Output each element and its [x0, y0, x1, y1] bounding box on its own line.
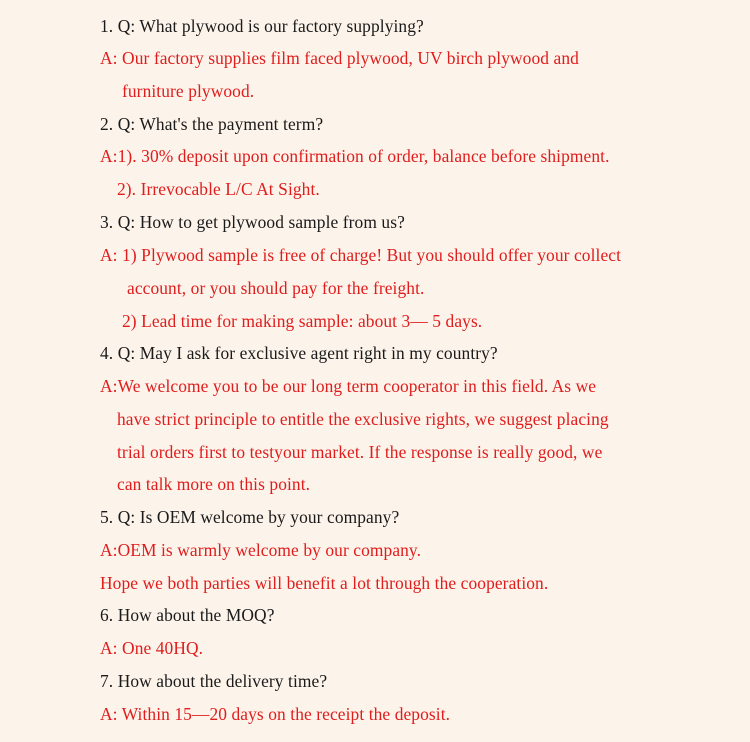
question-6: 6. How about the MOQ? — [100, 605, 275, 625]
answer-1-line-2: furniture plywood. — [122, 81, 255, 101]
answer-2-line-2: 2). Irrevocable L/C At Sight. — [117, 179, 320, 199]
question-5: 5. Q: Is OEM welcome by your company? — [100, 507, 400, 527]
answer-7: A: Within 15—20 days on the receipt the deposit. — [100, 704, 451, 724]
answer-4-line-3: trial orders first to testyour market. If the response is really good, we — [117, 442, 603, 462]
answer-3-line-3: 2) Lead time for making sample: about 3— 5 days. — [122, 311, 483, 331]
answer-5-line-1: A:OEM is warmly welcome by our company. — [100, 540, 422, 560]
answer-2-line-1: A:1). 30% deposit upon confirmation of order, balance before shipment. — [100, 146, 610, 166]
answer-3-line-2: account, or you should pay for the freight. — [127, 278, 425, 298]
answer-6: A: One 40HQ. — [100, 638, 204, 658]
answer-4-line-1: A:We welcome you to be our long term cooperator in this field. As we — [100, 376, 597, 396]
answer-4-line-4: can talk more on this point. — [117, 474, 311, 494]
answer-5-line-2: Hope we both parties will benefit a lot through the cooperation. — [100, 573, 549, 593]
question-1: 1. Q: What plywood is our factory supplying? — [100, 16, 424, 36]
answer-3-line-1: A: 1) Plywood sample is free of charge! But you should offer your collect — [100, 245, 622, 265]
question-3: 3. Q: How to get plywood sample from us? — [100, 212, 405, 232]
answer-1-line-1: A: Our factory supplies film faced plywood, UV birch plywood and — [100, 48, 579, 68]
answer-4-line-2: have strict principle to entitle the exclusive rights, we suggest placing — [117, 409, 609, 429]
question-2: 2. Q: What's the payment term? — [100, 114, 324, 134]
question-4: 4. Q: May I ask for exclusive agent right in my country? — [100, 343, 498, 363]
question-7: 7. How about the delivery time? — [100, 671, 328, 691]
